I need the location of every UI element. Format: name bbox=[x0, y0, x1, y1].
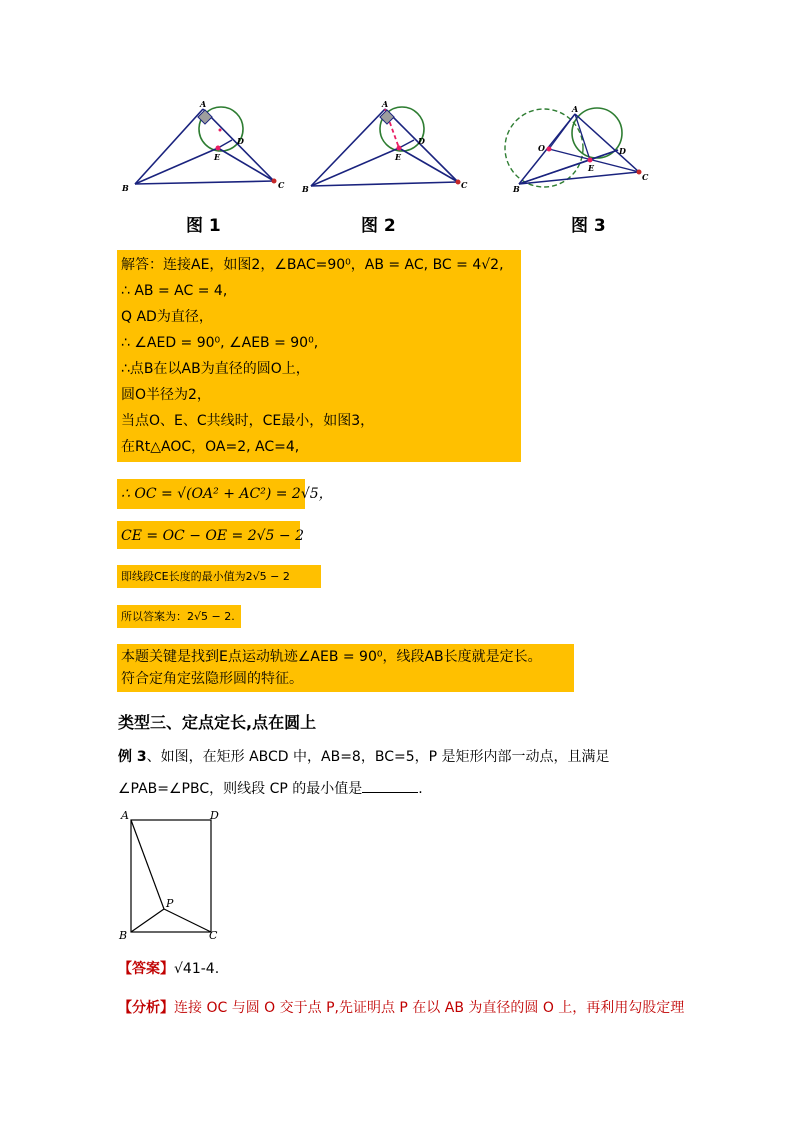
fig1-label-e: E bbox=[214, 152, 221, 162]
answer-tag: 【答案】 bbox=[118, 961, 174, 977]
fig2-label-b: B bbox=[302, 184, 309, 194]
rect-label-a: A bbox=[121, 809, 129, 822]
example-3-text-2: ∠PAB=∠PBC，则线段 CP 的最小值是 bbox=[118, 781, 363, 797]
key-point-box bbox=[117, 644, 574, 692]
fig1-label-a: A bbox=[200, 99, 207, 109]
fig3-label-o: O bbox=[538, 143, 545, 153]
answer-blank bbox=[362, 778, 418, 793]
analysis-tag: 【分析】 bbox=[118, 1000, 174, 1016]
analysis-text: 连接 OC 与圆 O 交于点 P,先证明点 P 在以 AB 为直径的圆 O 上，再利用勾股定理 bbox=[174, 1000, 685, 1016]
figure-2 bbox=[298, 96, 470, 196]
solution-line-7: 当点O、E、C共线时，CE最小，如图3， bbox=[121, 413, 375, 429]
solution-line-4: ∴ ∠AED = 90⁰, ∠AEB = 90⁰, bbox=[121, 335, 319, 351]
solution-line-2: ∴ AB = AC = 4, bbox=[121, 283, 228, 299]
figure-3-caption: 图 3 bbox=[571, 216, 606, 236]
fig1-label-d: D bbox=[237, 136, 244, 146]
fig2-label-e: E bbox=[395, 152, 402, 162]
fig3-label-a: A bbox=[572, 104, 579, 114]
rect-label-p: P bbox=[166, 897, 174, 910]
min-value-box: 即线段CE长度的最小值为2√5 − 2 bbox=[117, 565, 321, 588]
example-3-line-2 bbox=[118, 773, 423, 805]
example-3-label: 例 3 bbox=[118, 749, 147, 765]
fig2-label-d: D bbox=[418, 136, 425, 146]
fig1-label-c: C bbox=[278, 180, 285, 190]
fig2-label-c: C bbox=[461, 180, 468, 190]
section-title: 类型三、定点定长,点在圆上 bbox=[118, 713, 317, 732]
rect-label-b: B bbox=[119, 929, 128, 942]
solution-line-1: 解答：连接AE，如图2，∠BAC=90⁰，AB = AC, BC = 4√2, bbox=[121, 257, 504, 273]
key-point-line-1: 本题关键是找到E点运动轨迹∠AEB = 90⁰，线段AB长度就是定长。 bbox=[121, 649, 542, 665]
figure-1 bbox=[118, 96, 290, 196]
fig3-label-b: B bbox=[513, 184, 520, 194]
answer-line bbox=[118, 953, 219, 985]
figure-2-caption: 图 2 bbox=[361, 216, 396, 236]
rectangle-figure bbox=[116, 806, 226, 944]
example-3-line-1 bbox=[118, 741, 610, 773]
fig3-label-e: E bbox=[588, 163, 595, 173]
oc-formula-box: ∴ OC = √(OA² + AC²) = 2√5， bbox=[117, 479, 305, 509]
answer-value: √41-4. bbox=[174, 961, 220, 977]
solution-line-5: ∴点B在以AB为直径的圆O上， bbox=[121, 361, 310, 377]
fig2-label-a: A bbox=[382, 99, 389, 109]
solution-line-8: 在Rt△AOC，OA=2, AC=4, bbox=[121, 439, 300, 455]
example-3-text-1: 、如图，在矩形 ABCD 中，AB=8，BC=5，P 是矩形内部一动点，且满足 bbox=[146, 749, 610, 765]
fig3-label-d: D bbox=[619, 146, 626, 156]
solution-box bbox=[117, 250, 521, 462]
figure-3 bbox=[500, 96, 660, 196]
key-point-line-2: 符合定角定弦隐形圆的特征。 bbox=[121, 671, 303, 687]
example-3-text-2-end: . bbox=[418, 781, 423, 797]
rect-label-c: C bbox=[209, 929, 218, 942]
fig3-label-c: C bbox=[642, 172, 649, 182]
solution-line-6: 圆O半径为2， bbox=[121, 387, 211, 403]
solution-line-3: Q AD为直径， bbox=[121, 309, 213, 325]
rect-label-d: D bbox=[210, 809, 219, 822]
figure-1-caption: 图 1 bbox=[186, 216, 221, 236]
ce-formula-box: CE = OC − OE = 2√5 − 2 bbox=[117, 521, 300, 549]
analysis-line bbox=[118, 992, 684, 1024]
fig1-label-b: B bbox=[122, 183, 129, 193]
answer-box: 所以答案为：2√5 − 2. bbox=[117, 605, 241, 628]
